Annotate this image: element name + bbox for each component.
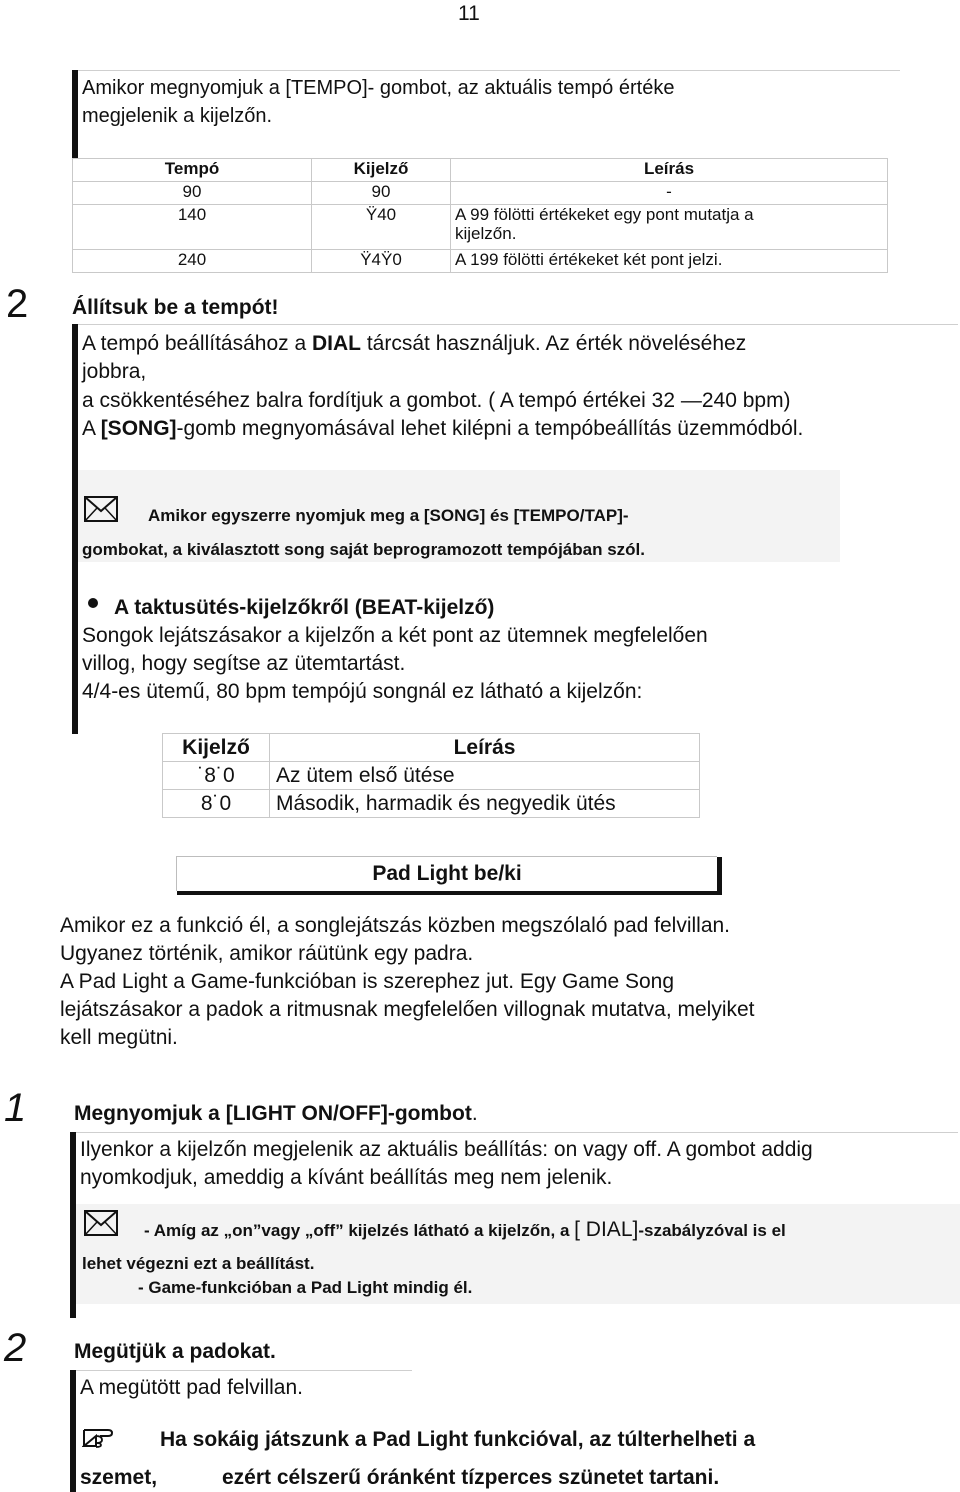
- cell-description: -: [451, 182, 888, 205]
- cell-description-line-2: kijelzőn.: [455, 224, 517, 243]
- step-number-2: 2: [6, 282, 29, 326]
- text: Megnyomjuk a: [74, 1102, 226, 1125]
- box-shadow-bottom: [177, 891, 722, 895]
- warning-line-2a: szemet,: [80, 1466, 158, 1489]
- tempo-instruction-line-3: a csökkentéséhez balra fordítjuk a gombot. ( A tempó értékei 32 —240 bpm): [82, 389, 791, 412]
- cell-tempo: 140: [73, 205, 312, 250]
- page-number: 11: [458, 2, 480, 25]
- box-shadow-right: [717, 857, 722, 895]
- warning-line-1: Ha sokáig játszunk a Pad Light funkcióval, az túlterhelheti a: [160, 1428, 756, 1451]
- note-2-line-2: lehet végezni ezt a beállítást.: [82, 1254, 315, 1273]
- cell-description-line-1: A 99 fölötti értékeket egy pont mutatja a: [455, 205, 754, 224]
- col-header-description: Leírás: [270, 734, 700, 762]
- beat-table: [162, 733, 700, 818]
- cell-description: Második, harmadik és negyedik ütés: [270, 790, 700, 818]
- tempo-instruction-line-2: jobbra,: [82, 360, 147, 383]
- intro-line-1: Amikor megnyomjuk a [TEMPO]- gombot, az aktuális tempó értéke: [82, 77, 675, 99]
- text: .: [471, 1102, 478, 1125]
- rule-intro: [78, 70, 900, 71]
- tempo-table: [72, 158, 888, 273]
- pad-light-paragraph-2: Ugyanez történik, amikor ráütünk egy padra.: [60, 942, 474, 965]
- beat-line-2: villog, hogy segítse az ütemtartást.: [82, 652, 406, 675]
- note-2-line-3: - Game-funkcióban a Pad Light mindig él.: [138, 1278, 473, 1297]
- beat-heading: A taktusütés-kijelzőkről (BEAT-kijelző): [114, 596, 495, 619]
- step-heading-set-tempo: Állítsuk be a tempót!: [72, 296, 279, 319]
- cell-display: ˙8˙0: [163, 762, 270, 790]
- pad-light-paragraph-3: A Pad Light a Game-funkcióban is szerephez jut. Egy Game Song: [60, 970, 675, 993]
- col-header-description: Leírás: [451, 159, 888, 182]
- left-bar-intro: [72, 70, 78, 158]
- table-row: [163, 790, 700, 818]
- text: - Amíg az „on”vagy „off” kijelzés látható a kijelzőn, a: [144, 1221, 575, 1240]
- tempo-instruction-line-1: [82, 330, 746, 358]
- note-2-line-1: [144, 1218, 786, 1242]
- light-line-2: nyomkodjuk, ameddig a kívánt beállítás meg nem jelenik.: [80, 1166, 613, 1189]
- light-line-1: Ilyenkor a kijelzőn megjelenik az aktuális beállítás: on vagy off. A gombot addig: [80, 1138, 813, 1161]
- warning-line-2b: ezért célszerű óránként tízperces szünetet tartani.: [222, 1466, 720, 1489]
- tempo-instruction-line-4: [82, 415, 803, 443]
- text: tárcsát használjuk. Az érték növeléséhez: [361, 332, 747, 355]
- text: A: [82, 417, 101, 440]
- cell-display: Ÿ40: [312, 205, 451, 250]
- beat-table-header: [163, 734, 700, 762]
- tempo-table-header: [73, 159, 888, 182]
- pads-line-1: A megütött pad felvillan.: [80, 1376, 303, 1399]
- cell-display: Ÿ4Ÿ0: [312, 250, 451, 273]
- rule-step2: [78, 324, 958, 325]
- table-row: [73, 250, 888, 273]
- pad-light-paragraph-5: kell megütni.: [60, 1026, 178, 1049]
- step-number-1: 1: [4, 1086, 27, 1130]
- rule-step1: [76, 1132, 958, 1133]
- pad-light-title: Pad Light be/ki: [372, 862, 522, 885]
- dial-label: [ DIAL]: [574, 1218, 639, 1241]
- note-1-line-1: Amikor egyszerre nyomjuk meg a [SONG] és [TEMPO/TAP]-: [148, 506, 629, 525]
- cell-display: 8˙0: [163, 790, 270, 818]
- bullet-icon: [88, 598, 98, 608]
- intro-line-2: megjelenik a kijelzőn.: [82, 105, 273, 127]
- beat-line-3: 4/4-es ütemű, 80 bpm tempójú songnál ez látható a kijelzőn:: [82, 680, 643, 703]
- table-row: [73, 205, 888, 250]
- pointing-hand-icon: [82, 1418, 124, 1448]
- pad-light-paragraph-4: lejátszásakor a padok a ritmusnak megfelelően villognak mutatva, melyiket: [60, 998, 755, 1021]
- col-header-tempo: Tempó: [73, 159, 312, 182]
- text: -szabályzóval is el: [638, 1221, 786, 1240]
- note-1-line-2: gombokat, a kiválasztott song saját beprogramozott tempójában szól.: [82, 540, 645, 559]
- cell-tempo: 240: [73, 250, 312, 273]
- cell-description: A 199 fölötti értékeket két pont jelzi.: [451, 250, 888, 273]
- left-bar-step2b: [70, 1370, 76, 1492]
- dial-label: DIAL: [312, 332, 361, 355]
- step-heading-pads: Megütjük a padokat.: [74, 1340, 276, 1363]
- pad-light-paragraph-1: Amikor ez a funkció él, a songlejátszás közben megszólaló pad felvillan.: [60, 914, 731, 937]
- cell-display: 90: [312, 182, 451, 205]
- light-button-label: [LIGHT ON/OFF]-gombot: [225, 1102, 472, 1125]
- envelope-icon: [84, 1210, 118, 1236]
- pad-light-title-box: [176, 856, 717, 891]
- table-row: [163, 762, 700, 790]
- step-heading-light: [74, 1100, 478, 1128]
- song-label: [SONG]: [100, 417, 177, 440]
- text: A tempó beállításához a: [82, 332, 312, 355]
- col-header-display: Kijelző: [312, 159, 451, 182]
- cell-tempo: 90: [73, 182, 312, 205]
- col-header-display: Kijelző: [163, 734, 270, 762]
- table-row: [73, 182, 888, 205]
- cell-description: Az ütem első ütése: [270, 762, 700, 790]
- step-number-2b: 2: [4, 1326, 27, 1370]
- cell-description: [451, 205, 888, 250]
- rule-step2b: [76, 1370, 412, 1371]
- beat-line-1: Songok lejátszásakor a kijelzőn a két pont az ütemnek megfelelően: [82, 624, 708, 647]
- envelope-icon: [84, 496, 118, 522]
- text: -gomb megnyomásával lehet kilépni a tempóbeállítás üzemmódból.: [176, 417, 804, 440]
